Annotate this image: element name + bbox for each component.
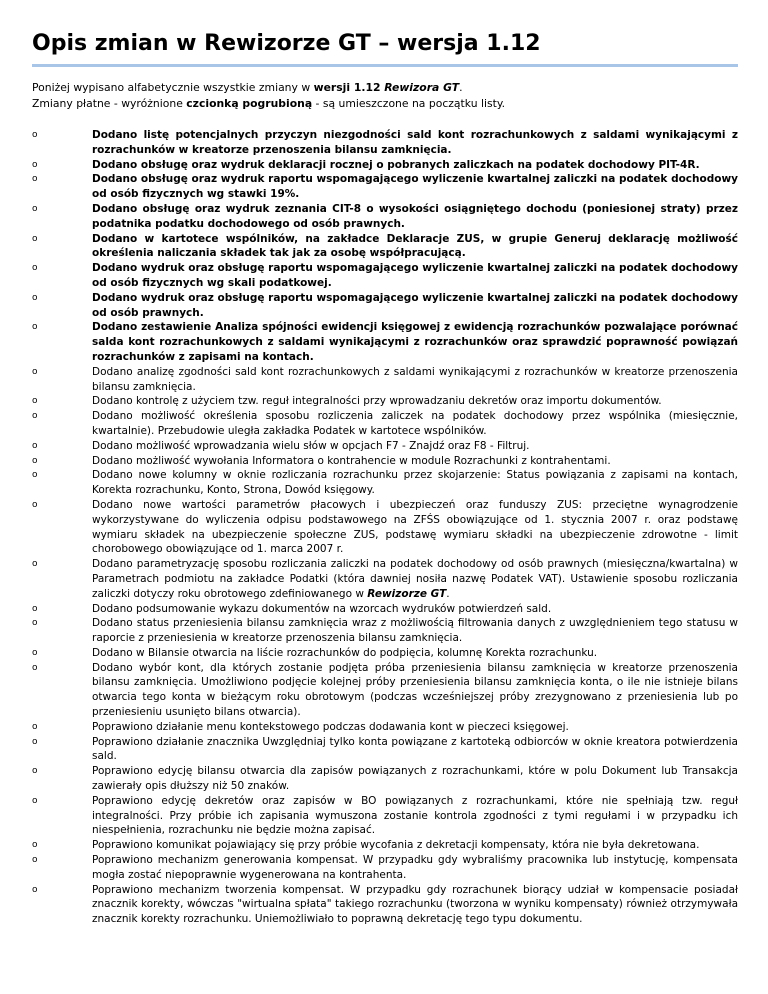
bullet-icon: o — [32, 455, 38, 466]
bullet-icon: o — [32, 662, 38, 673]
change-text: Poprawiono edycję bilansu otwarcia dla zapisów powiązanych z rozrachunkami, które w polu Dokument lub Transakcja zawierały opis dłuższy niż 50 znaków. — [92, 765, 738, 793]
change-item — [32, 883, 738, 927]
bullet-icon: o — [32, 559, 38, 570]
change-text: Dodano możliwość określenia sposobu rozliczenia zaliczek na podatek dochodowy przez wspólnika (miesięcznie, kwartalnie). Przebudowie uległa zakładka Podatek w kartotece wspólników. — [92, 410, 738, 437]
intro-paragraph — [32, 80, 738, 112]
change-item — [32, 557, 738, 601]
changes-list — [32, 128, 738, 927]
document-page — [32, 30, 738, 927]
bullet-icon: o — [32, 233, 38, 244]
change-text: Poprawiono edycję dekretów oraz zapisów w BO powiązanych z rozrachunkami, które nie spełniają tzw. reguł integralności. Przy próbie ich zapisania wymuszona zostanie kontrola zgodności z tymi regułami i w przypadku ich niespełnienia, rozrachunku nie będzie można zapisać. — [92, 794, 738, 837]
paid-change-item — [32, 172, 738, 202]
change-item — [32, 468, 738, 498]
bullet-icon: o — [32, 766, 38, 777]
change-item — [32, 794, 738, 838]
bullet-icon: o — [32, 618, 38, 629]
paid-change-item — [32, 232, 738, 262]
change-text: Poprawiono działanie menu kontekstowego podczas dodawania kont w pieczeci księgowej. — [92, 720, 569, 733]
change-item — [32, 735, 738, 765]
paid-change-item — [32, 202, 738, 232]
change-text: Dodano status przeniesienia bilansu zamknięcia wraz z możliwością filtrowania danych z uwzględnieniem tego statusu w raporcie z przeniesienia w kreatorze przenoszenia bilansu zamknięcia. — [92, 617, 738, 645]
bullet-icon: o — [32, 263, 38, 274]
intro-line-1 — [32, 80, 738, 96]
change-text-end: . — [446, 587, 450, 600]
change-text: Dodano możliwość wywołania Informatora o kontrahencie w module Rozrachunki z kontrahentami. — [92, 454, 611, 467]
paid-change-item — [32, 261, 738, 291]
change-item — [32, 853, 738, 883]
intro-text: . — [459, 81, 463, 94]
change-text: Dodano nowe kolumny w oknie rozliczania rozrachunku przez skojarzenie: Status powiązania z zapisami na kontach, Korekta rozrachunku, Konto, Strona, Dowód księgowy. — [92, 469, 738, 497]
bullet-icon: o — [32, 884, 38, 895]
bullet-icon: o — [32, 499, 38, 510]
change-text: Dodano w Bilansie otwarcia na liście rozrachunków do podpięcia, kolumnę Korekta rozrachunku. — [92, 646, 598, 659]
change-text: Poprawiono mechanizm generowania kompensat. W przypadku gdy wybraliśmy pracownika lub instytucję, kompensata mogła zostać niepoprawnie wygenerowana na kontrahenta. — [92, 854, 738, 881]
change-item — [32, 764, 738, 794]
bullet-icon: o — [32, 470, 38, 481]
bullet-icon: o — [32, 603, 38, 614]
bullet-icon: o — [32, 292, 38, 303]
paid-change-item — [32, 128, 738, 158]
bullet-icon: o — [32, 174, 38, 185]
intro-text: Zmiany płatne - wyróżnione — [32, 97, 187, 110]
change-text: Poprawiono działanie znacznika Uwzględniaj tylko konta powiązane z kartoteką odbiorców w oknie kreatora potwierdzenia sald. — [92, 735, 738, 763]
change-item — [32, 394, 738, 409]
paid-change-item — [32, 291, 738, 321]
change-item — [32, 720, 738, 735]
bullet-icon: o — [32, 396, 38, 407]
change-text: Dodano listę potencjalnych przyczyn niezgodności sald kont rozrachunkowych z saldami wynikającymi z rozrachunków w kreatorze przenoszenia bilansu zamknięcia. — [92, 129, 738, 156]
change-text: Dodano wybór kont, dla których zostanie podjęta próba przeniesienia bilansu zamknięcia w kreatorze przenoszenia bilansu zamknięcia. Umożliwiono podjęcie kolejnej próby przeniesienia bilansu zamknięcia konta, o ile nie istnieje bilans otwarcia tego konta w bieżącym roku obrotowym (podczas wcześniejszej próby zrezygnowano z przeniesienia lub po przeniesieniu usunięto bilans otwarcia). — [92, 661, 738, 719]
change-text: Dodano obsługę oraz wydruk deklaracji rocznej o pobranych zaliczkach na podatek dochodowy PIT-4R. — [92, 158, 700, 171]
change-text: Dodano kontrolę z użyciem tzw. reguł integralności przy wprowadzaniu dekretów oraz importu dokumentów. — [92, 395, 662, 408]
change-text: Dodano analizę zgodności sald kont rozrachunkowych z saldami wynikającymi z rozrachunków w kreatorze przenoszenia bilansu zamknięcia. — [92, 365, 738, 393]
bullet-icon: o — [32, 855, 38, 866]
change-text: Dodano obsługę oraz wydruk raportu wspomagającego wyliczenie kwartalnej zaliczki na podatek dochodowy od osób fizycznych wg stawki 19%. — [92, 173, 738, 201]
intro-version: wersji 1.12 — [313, 81, 385, 94]
change-item — [32, 454, 738, 469]
bullet-icon: o — [32, 440, 38, 451]
change-item — [32, 838, 738, 853]
change-text: Dodano parametryzację sposobu rozliczania zaliczki na podatek dochodowy od osób prawnych (miesięczna/kwartalna) w Parametrach podmiotu na zakładce Podatki (która dawniej nosiła nazwę Podatek VAT). Ustawienie sposobu rozliczania zaliczki dotyczy roku obrotowego zdefiniowanego w — [92, 558, 738, 600]
product-name: Rewizorze GT — [367, 587, 447, 600]
bullet-icon: o — [32, 322, 38, 333]
change-item — [32, 646, 738, 661]
bullet-icon: o — [32, 795, 38, 806]
change-text: Dodano obsługę oraz wydruk zeznania CIT-8 o wysokości osiągniętego dochodu (poniesionej straty) przez podatnika podatku dochodowego od osób prawnych. — [92, 202, 738, 230]
bullet-icon: o — [32, 736, 38, 747]
change-item — [32, 602, 738, 617]
page-title: Opis zmian w Rewizorze GT – wersja 1.12 — [32, 30, 738, 67]
intro-line-2 — [32, 96, 738, 112]
change-item — [32, 439, 738, 454]
change-text: Dodano wydruk oraz obsługę raportu wspomagającego wyliczenie kwartalnej zaliczki na podatek dochodowy od osób fizycznych wg skali podatkowej. — [92, 262, 738, 289]
change-text: Poprawiono komunikat pojawiający się przy próbie wycofania z dekretacji kompensaty, która nie była dekretowana. — [92, 839, 700, 852]
bullet-icon: o — [32, 840, 38, 851]
change-text: Dodano nowe wartości parametrów płacowych i ubezpieczeń oraz funduszy ZUS: przeciętne wynagrodzenie wykorzystywane do wyliczenia odpisu podstawowego na ZFŚS obowiązujące od 1. stycznia 2007 r. oraz podstawę wymiaru składek na ubezpieczenie społeczne ZUS, podstawę wymiaru składki na ubezpieczenie zdrowotne - limit chorobowego obowiązujące od 1. marca 2007 r. — [92, 498, 738, 556]
change-text: Dodano zestawienie Analiza spójności ewidencji księgowej z ewidencją rozrachunków pozwalające porównać salda kont rozrachunkowych z saldami wynikającymi z rozrachunków oraz sprawdzić poprawność powiązań rozrachunków z zapisami na kontach. — [92, 321, 738, 363]
change-text: Dodano w kartotece wspólników, na zakładce Deklaracje ZUS, w grupie Generuj deklarację możliwość określenia naliczania składek tak jak za osobę współpracującą. — [92, 232, 738, 260]
intro-bold-note: czcionką pogrubioną — [186, 97, 313, 110]
intro-text: - są umieszczone na początku listy. — [312, 97, 506, 110]
intro-text: Poniżej wypisano alfabetycznie wszystkie zmiany w — [32, 81, 314, 94]
change-item — [32, 409, 738, 439]
change-text: Dodano możliwość wprowadzania wielu słów w opcjach F7 - Znajdź oraz F8 - Filtruj. — [92, 439, 530, 452]
bullet-icon: o — [32, 721, 38, 732]
change-item — [32, 661, 738, 720]
bullet-icon: o — [32, 366, 38, 377]
paid-change-item — [32, 158, 738, 173]
bullet-icon: o — [32, 647, 38, 658]
bullet-icon: o — [32, 203, 38, 214]
paid-change-item — [32, 320, 738, 364]
change-item — [32, 616, 738, 646]
change-text: Dodano wydruk oraz obsługę raportu wspomagającego wyliczenie kwartalnej zaliczki na podatek dochodowy od osób prawnych. — [92, 291, 738, 319]
intro-product: Rewizora GT — [384, 81, 460, 94]
change-text: Poprawiono mechanizm tworzenia kompensat. W przypadku gdy rozrachunek biorący udział w kompensacie posiadał znacznik korekty, wówczas "wirtualna spłata" takiego rozrachunku (tworzona w wyniku kompensaty) również otrzymywała znacznik korekty rozrachunku. Uniemożliwiało to poprawną dekretację tego typu dokumentu. — [92, 883, 738, 926]
change-text: Dodano podsumowanie wykazu dokumentów na wzorcach wydruków potwierdzeń sald. — [92, 602, 552, 615]
change-item — [32, 365, 738, 395]
bullet-icon: o — [32, 159, 38, 170]
bullet-icon: o — [32, 130, 38, 140]
bullet-icon: o — [32, 411, 38, 422]
change-item — [32, 498, 738, 557]
